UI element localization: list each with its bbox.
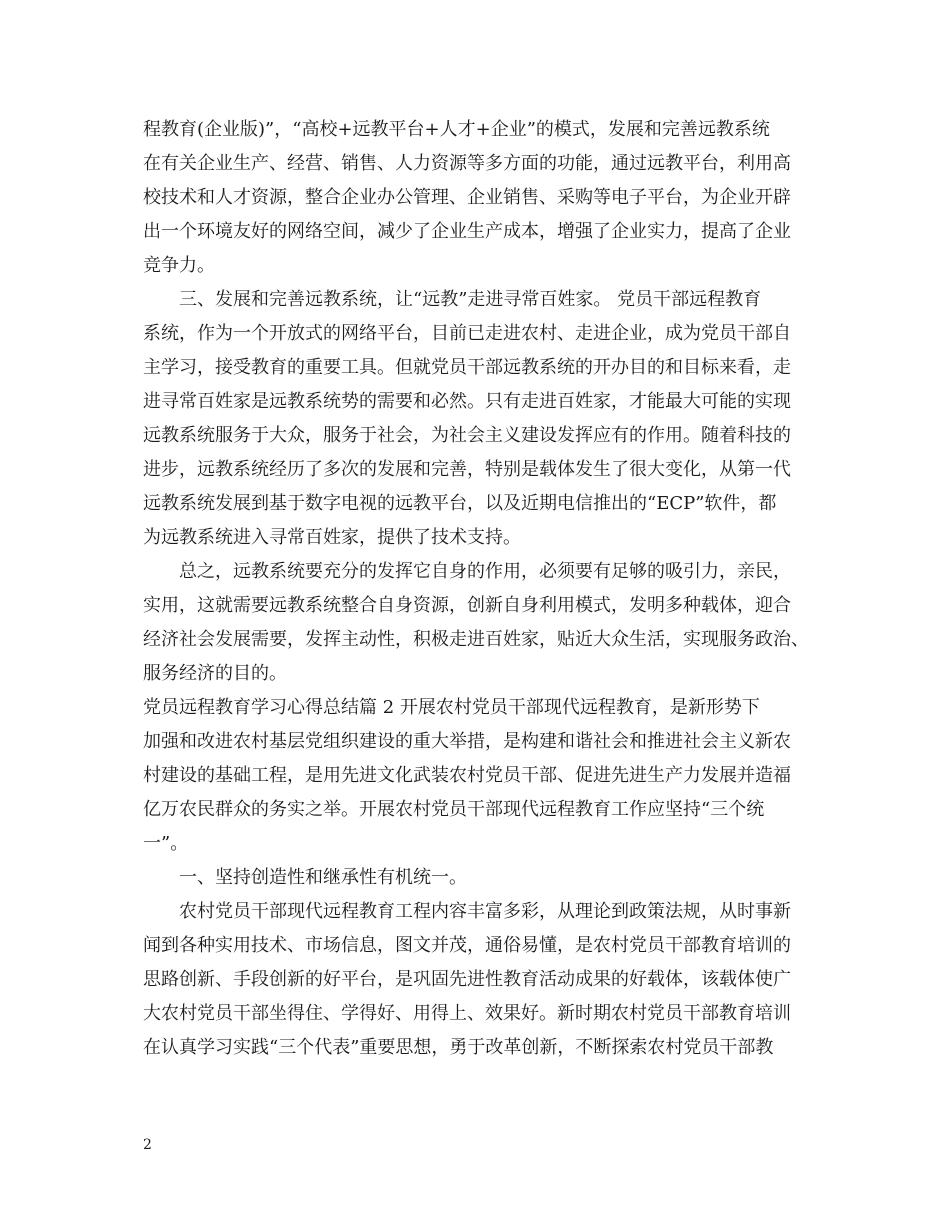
text-line: 村建设的基础工程，是用先进文化武装农村党员干部、促进先进生产力发展并造福 [143,765,791,786]
text-line: 服务经济的目的。 [143,663,287,684]
text-line: 实用，这就需要远教系统整合自身资源，创新自身利用模式，发明多种载体，迎合 [143,595,791,616]
text-line: 校技术和人才资源，整合企业办公管理、企业销售、采购等电子平台，为企业开辟 [143,187,791,208]
text-line: 远教系统发展到基于数字电视的远教平台，以及近期电信推出的“ECP”软件，都 [143,493,777,514]
text-line: 为远教系统进入寻常百姓家，提供了技术支持。 [143,527,521,548]
text-line: 主学习，接受教育的重要工具。但就党员干部远教系统的开办目的和目标来看，走 [143,357,791,378]
text-line: 在有关企业生产、经营、销售、人力资源等多方面的功能，通过远教平台，利用高 [143,153,791,174]
text-line: 远教系统服务于大众，服务于社会，为社会主义建设发挥应有的作用。随着科技的 [143,425,791,446]
text-line: 进寻常百姓家是远教系统势的需要和必然。只有走进百姓家，才能最大可能的实现 [143,391,791,412]
text-line: 在认真学习实践“三个代表”重要思想，勇于改革创新，不断探索农村党员干部教 [143,1037,774,1058]
text-line: 出一个环境友好的网络空间，减少了企业生产成本，增强了企业实力，提高了企业 [143,221,791,242]
text-line: 加强和改进农村基层党组织建设的重大举措，是构建和谐社会和推进社会主义新农 [143,731,791,752]
page-number: 2 [143,1137,152,1153]
text-line: 思路创新、手段创新的好平台，是巩固先进性教育活动成果的好载体，该载体使广 [143,969,791,990]
text-line: 程教育(企业版)”，“高校+远教平台+人才+企业”的模式，发展和完善远教系统 [143,119,770,140]
document-body [143,113,833,1065]
text-line: 一”。 [143,833,189,854]
text-line: 亿万农民群众的务实之举。开展农村党员干部现代远程教育工作应坚持“三个统 [143,799,765,820]
section-heading-line: 三、发展和完善远教系统，让“远教”走进寻常百姓家。 党员干部远程教育 [179,289,762,310]
text-line: 系统，作为一个开放式的网络平台，目前已走进农村、走进企业，成为党员干部自 [143,323,791,344]
text-line: 进步，远教系统经历了多次的发展和完善，特别是载体发生了很大变化，从第一代 [143,459,791,480]
text-line: 经济社会发展需要，发挥主动性，积极走进百姓家，贴近大众生活，实现服务政治、 [143,629,809,650]
text-line: 大农村党员干部坐得住、学得好、用得上、效果好。新时期农村党员干部教育培训 [143,1003,791,1024]
text-line: 农村党员干部现代远程教育工程内容丰富多彩，从理论到政策法规，从时事新 [179,901,791,922]
text-line: 竞争力。 [143,255,215,276]
section-heading-line: 一、坚持创造性和继承性有机统一。 [179,867,467,888]
article-title-line: 党员远程教育学习心得总结篇 2 开展农村党员干部现代远程教育，是新形势下 [143,697,760,718]
text-line: 闻到各种实用技术、市场信息，图文并茂，通俗易懂，是农村党员干部教育培训的 [143,935,791,956]
text-line: 总之，远教系统要充分的发挥它自身的作用，必须要有足够的吸引力，亲民， [179,561,791,582]
